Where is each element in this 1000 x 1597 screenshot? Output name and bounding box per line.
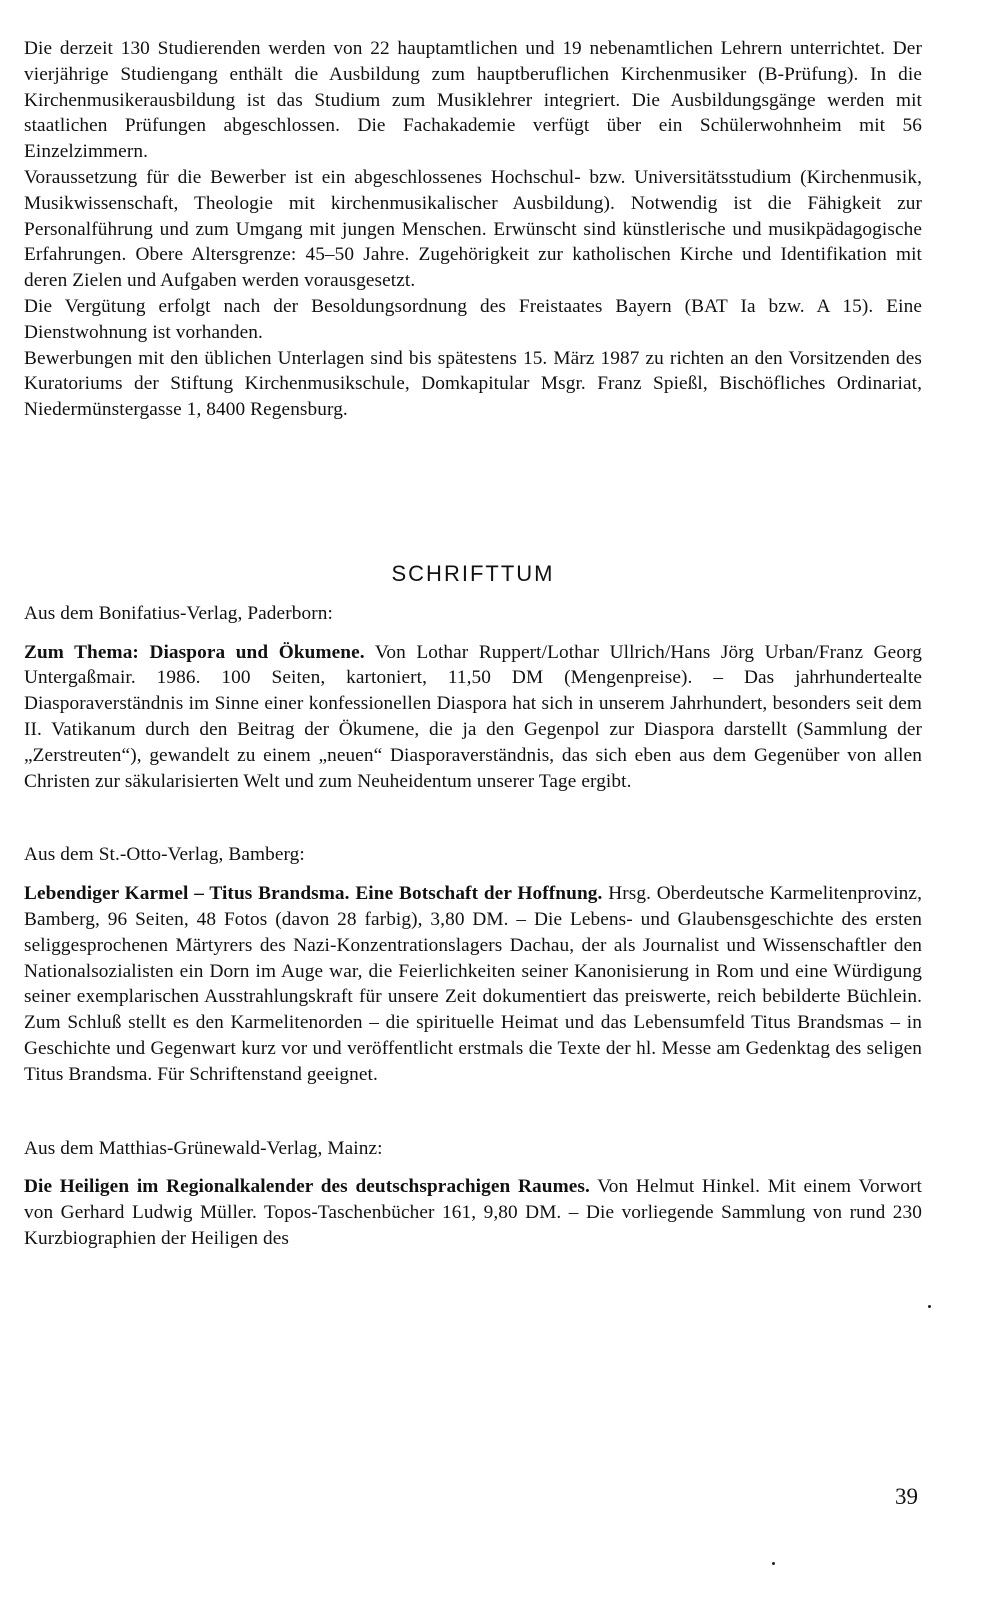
intro-paragraph: Die Vergütung erfolgt nach der Besoldungsordnung des Freistaates Bayern (BAT Ia bzw. A 15). Eine Dienstwohnung ist vorhanden. xyxy=(24,295,922,343)
entry-body: Von Helmut Hinkel. Mit einem Vorwort von Gerhard Ludwig Müller. Topos-Taschenbücher 161, 9,80 DM. – Die vorliegende Sammlung von rund 230 Kurzbiographien der Heiligen des xyxy=(24,1176,922,1249)
entry-body: Hrsg. Oberdeutsche Karmelitenprovinz, Bamberg, 96 Seiten, 48 Fotos (davon 28 farbig), 3,80 DM. – Die Lebens- und Glaubensgeschichte des ersten seliggesprochenen Märtyrers des Nazi-Konzentrationslagers Dachau, der als Journalist und Wissenschaftler den Nationalsozialisten ein Dorn im Auge war, die Feierlichkeiten seiner Kanonisierung in Rom und eine Würdigung seiner exemplarischen Ausstrahlungskraft für unsere Zeit dokumentiert das preiswerte, reich bebilderte Büchlein. Zum Schluß stellt es den Karmelitenorden – die spirituelle Heimat und das Lebensumfeld Titus Brandsmas – in Geschichte und Gegenwart kurz vor und veröffentlicht erstmals die Texte der hl. Messe am Gedenktag des seligen Titus Brandsma. Für Schriftenstand geeignet. xyxy=(24,883,922,1085)
publisher-line: Aus dem Matthias-Grünewald-Verlag, Mainz: xyxy=(24,1137,383,1159)
page-content xyxy=(24,36,922,1252)
publisher-line: Aus dem Bonifatius-Verlag, Paderborn: xyxy=(24,602,333,624)
scan-speck xyxy=(928,1305,931,1308)
intro-paragraph: Bewerbungen mit den üblichen Unterlagen sind bis spätestens 15. März 1987 zu richten an den Vorsitzenden des Kuratoriums der Stiftung Kirchenmusikschule, Domkapitular Msgr. Franz Spießl, Bischöfliches Ordinariat, Niedermünstergasse 1, 8400 Regensburg. xyxy=(24,347,922,421)
review-entry xyxy=(24,640,922,795)
entry-body: Von Lothar Ruppert/Lothar Ullrich/Hans Jörg Urban/Franz Georg Untergaßmair. 1986. 100 Seiten, kartoniert, 11,50 DM (Mengenpreise). – Das jahrhundertealte Diasporaverständnis im Sinne einer konfessionellen Diaspora hat sich in unserem Jahrhundert, besonders seit dem II. Vatikanum durch den Beitrag der Ökumene, die ja den Gegenpol zur Diaspora darstellt (Sammlung der „Zerstreuten“), gewandelt zu einem „neuen“ Diasporaverständnis, das sich eben aus dem Gegenüber von allen Christen zur säkularisierten Welt und zum Neuheidentum unserer Tage ergibt. xyxy=(24,641,922,792)
review-entry xyxy=(24,1174,922,1251)
entry-title: Lebendiger Karmel – Titus Brandsma. Eine Botschaft der Hoffnung. xyxy=(24,883,603,905)
entry-title: Die Heiligen im Regionalkalender des deutschsprachigen Raumes. xyxy=(24,1176,590,1198)
intro-paragraph: Voraussetzung für die Bewerber ist ein abgeschlossenes Hochschul- bzw. Universitätsstudium (Kirchenmusik, Musikwissenschaft, Theologie mit kirchenmusikalischer Ausbildung). Notwendig ist die Fähigkeit zur Personalführung und zum Umgang mit jungen Menschen. Erwünscht sind künstlerische und musikpädagogische Erfahrungen. Obere Altersgrenze: 45–50 Jahre. Zugehörigkeit zur katholischen Kirche und Identifikation mit deren Zielen und Aufgaben werden vorausgesetzt. xyxy=(24,166,922,292)
scan-speck xyxy=(772,1562,775,1565)
intro-paragraph: Die derzeit 130 Studierenden werden von 22 hauptamtlichen und 19 nebenamtlichen Lehrern unterrichtet. Der vierjährige Studiengang enthält die Ausbildung zum hauptberuflichen Kirchenmusiker (B-Prüfung). In die Kirchenmusikerausbildung ist das Studium zum Musiklehrer integriert. Die Ausbildungsgänge werden mit staatlichen Prüfungen abgeschlossen. Die Fachakademie verfügt über ein Schülerwohnheim mit 56 Einzelzimmern. xyxy=(24,38,922,163)
section-heading: SCHRIFTTUM xyxy=(391,560,555,586)
entry-title: Zum Thema: Diaspora und Ökumene. xyxy=(24,641,365,663)
review-entry xyxy=(24,881,922,1087)
publisher-line: Aus dem St.-Otto-Verlag, Bamberg: xyxy=(24,844,305,866)
page-number: 39 xyxy=(895,1484,918,1509)
